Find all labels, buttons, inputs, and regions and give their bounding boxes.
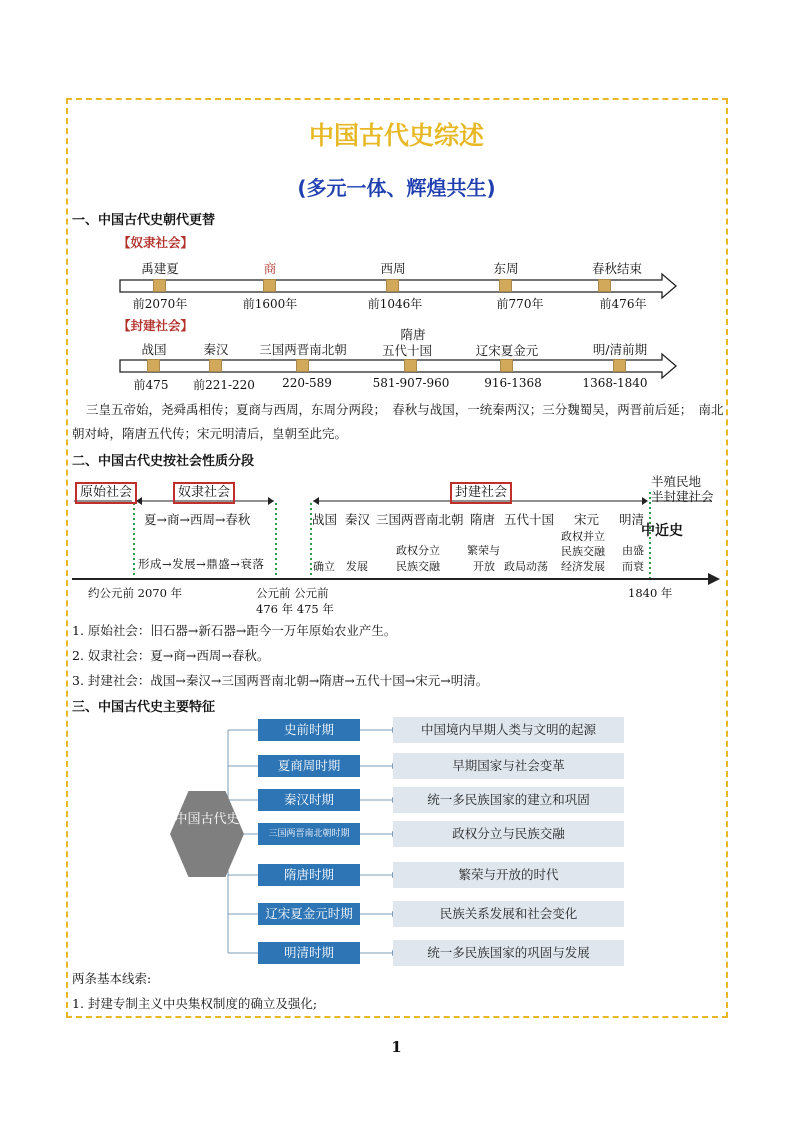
period-node: 三国两晋南北朝时期	[258, 823, 360, 845]
axis-label: 约公元前 2070 年	[88, 586, 183, 600]
page-subtitle: (多元一体、辉煌共生)	[297, 176, 496, 200]
period-description: 民族关系发展和社会变化	[393, 901, 624, 927]
section1-heading: 一、中国古代史朝代更替	[72, 213, 216, 228]
feudal-period: 三国两晋南北朝	[376, 512, 464, 527]
period-note: 而衰	[622, 560, 644, 573]
period-note: 民族交融	[396, 560, 440, 573]
dynasty-label: 东周	[493, 261, 519, 276]
period-note: 经济发展	[561, 560, 605, 573]
dynasty-rhyme: 三皇五帝始，尧舜禹相传；夏商与西周，东周分两段； 春秋与战国，一统秦两汉；三分魏蜀吴，两晋前后延； 南北朝对峙，隋唐五代传；宋元明清后，皇朝至此完。	[72, 402, 724, 441]
feudal-period: 宋元	[574, 512, 600, 527]
dynasty-year: 前1600年	[242, 297, 298, 311]
primitive-society-box: 原始社会	[75, 482, 137, 504]
dynasty-label: 明/清前期	[592, 342, 648, 357]
list-item: 3. 封建社会：战国→秦汉→三国两晋南北朝→隋唐→五代十国→宋元→明清。	[72, 673, 489, 688]
period-node: 明清时期	[258, 942, 360, 964]
semi-feudal-label: 半封建社会	[651, 489, 714, 504]
dynasty-label: 商	[263, 261, 277, 276]
period-node: 夏商周时期	[258, 755, 360, 777]
feudal-society-box: 封建社会	[450, 482, 512, 504]
slave-trend: 形成→发展→鼎盛→衰落	[138, 557, 265, 571]
axis-label: 公元前 公元前	[256, 586, 329, 600]
feudal-period: 战国	[312, 512, 338, 527]
dynasty-label: 辽宋夏金元	[475, 343, 539, 358]
dynasty-year: 前1046年	[367, 297, 423, 311]
section3-heading: 三、中国古代史主要特征	[72, 700, 216, 715]
period-description: 统一多民族国家的建立和巩固	[393, 787, 624, 813]
feudal-period: 明清	[619, 512, 645, 527]
dynasty-year: 前476年	[599, 297, 647, 311]
dynasty-year: 前221-220	[193, 378, 255, 392]
list-item: 2. 奴隶社会：夏→商→西周→春秋。	[72, 648, 270, 663]
axis-label: 476 年 475 年	[256, 602, 334, 616]
slave-society-tag: 【奴隶社会】	[118, 235, 194, 250]
modern-history-label: 中近史	[641, 523, 683, 539]
period-note: 民族交融	[561, 545, 605, 558]
period-note: 政权分立	[396, 544, 440, 557]
hub-label: 中国古代史	[174, 812, 240, 827]
dynasty-year: 1368-1840	[582, 376, 648, 390]
dynasty-label: 五代十国	[381, 343, 433, 358]
period-node: 辽宋夏金元时期	[258, 903, 360, 925]
dynasty-year: 220-589	[282, 376, 332, 390]
dynasty-year: 前770年	[496, 297, 544, 311]
dynasty-label: 战国	[141, 342, 167, 357]
dynasty-label: 禹建夏	[141, 261, 179, 276]
thread-item: 1. 封建专制主义中央集权制度的确立及强化;	[72, 996, 318, 1011]
page-title: 中国古代史综述	[308, 121, 484, 150]
period-node: 隋唐时期	[258, 864, 360, 886]
dynasty-label: 春秋结束	[591, 261, 643, 276]
slave-society-box: 奴隶社会	[173, 482, 235, 504]
period-description: 繁荣与开放的时代	[393, 862, 624, 888]
dynasty-label: 隋唐	[400, 327, 426, 342]
dynasty-year: 前2070年	[132, 297, 188, 311]
dynasty-year: 581-907-960	[372, 376, 450, 390]
dynasty-label: 三国两晋南北朝	[259, 342, 347, 357]
period-note: 繁荣与	[467, 544, 500, 557]
feudal-period: 隋唐	[470, 512, 496, 527]
period-node: 秦汉时期	[258, 789, 360, 811]
period-description: 统一多民族国家的巩固与发展	[393, 940, 624, 966]
period-node: 史前时期	[258, 719, 360, 741]
dynasty-label: 秦汉	[203, 342, 229, 357]
slave-periods: 夏→商→西周→春秋	[144, 512, 251, 527]
threads-label: 两条基本线索:	[72, 971, 152, 986]
period-note: 发展	[346, 560, 368, 573]
feudal-society-tag: 【封建社会】	[118, 318, 194, 333]
section2-heading: 二、中国古代史按社会性质分段	[72, 454, 255, 469]
list-item: 1. 原始社会：旧石器→新石器→距今一万年原始农业产生。	[72, 623, 397, 638]
period-note: 开放	[473, 560, 495, 573]
axis-label: 1840 年	[628, 586, 673, 600]
period-note: 政局动荡	[504, 560, 548, 573]
feudal-period: 秦汉	[345, 512, 371, 527]
period-description: 政权分立与民族交融	[393, 821, 624, 847]
period-note: 由盛	[622, 544, 644, 557]
page-number: 1	[391, 1038, 402, 1056]
period-description: 中国境内早期人类与文明的起源	[393, 717, 624, 743]
dynasty-year: 916-1368	[484, 376, 542, 390]
period-note: 政权并立	[561, 530, 605, 543]
dynasty-label: 西周	[380, 261, 406, 276]
semi-colonial-label: 半殖民地	[651, 474, 702, 489]
dynasty-year: 前475	[133, 378, 169, 392]
feudal-period: 五代十国	[504, 512, 555, 527]
period-note: 确立	[313, 560, 335, 573]
period-description: 早期国家与社会变革	[393, 753, 624, 779]
